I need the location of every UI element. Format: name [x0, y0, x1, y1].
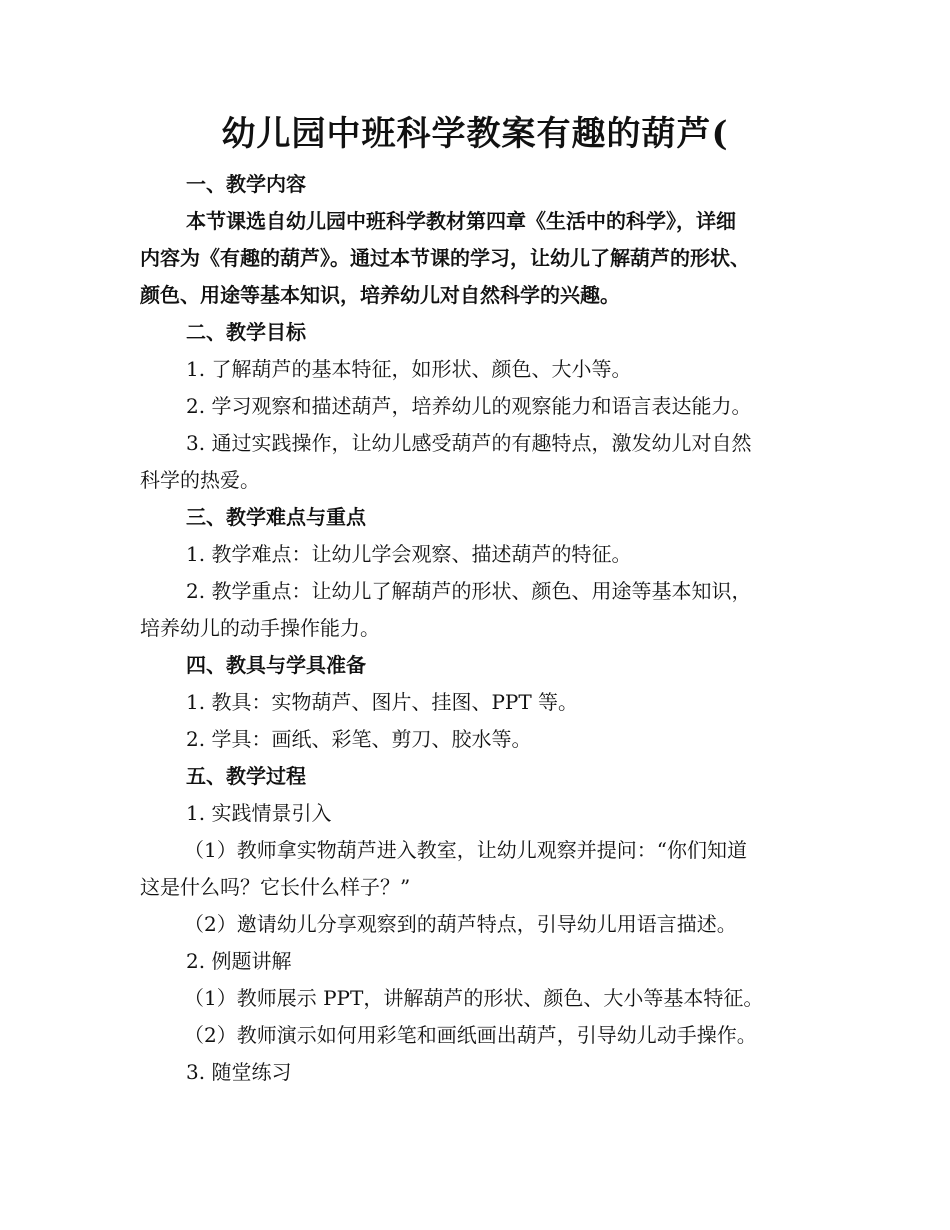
sub-list-item-continuation: 这是什么吗？它长什么样子？”: [140, 875, 411, 899]
document-body: [140, 166, 810, 1091]
list-item: 1. 了解葫芦的基本特征，如形状、颜色、大小等。: [186, 357, 632, 381]
sub-list-item: （2）邀请幼儿分享观察到的葫芦特点，引导幼儿用语言描述。: [184, 912, 737, 936]
list-item: 1. 教学难点：让幼儿学会观察、描述葫芦的特征。: [186, 542, 632, 566]
list-item: 1. 教具：实物葫芦、图片、挂图、PPT 等。: [186, 690, 579, 714]
list-item: 2. 例题讲解: [186, 949, 292, 973]
section-heading-goals: 二、教学目标: [186, 320, 306, 344]
sub-list-item: （2）教师演示如何用彩笔和画纸画出葫芦，引导幼儿动手操作。: [184, 1023, 757, 1047]
list-item: 2. 学具：画纸、彩笔、剪刀、胶水等。: [186, 727, 532, 751]
list-item: 3. 随堂练习: [186, 1060, 292, 1084]
section-heading-process: 五、教学过程: [186, 764, 306, 788]
paragraph-line: 内容为《有趣的葫芦》。通过本节课的学习，让幼儿了解葫芦的形状、: [140, 246, 750, 270]
section-heading-materials: 四、教具与学具准备: [186, 653, 366, 677]
list-item: 2. 学习观察和描述葫芦，培养幼儿的观察能力和语言表达能力。: [186, 394, 752, 418]
sub-list-item: （1）教师展示 PPT，讲解葫芦的形状、颜色、大小等基本特征。: [184, 986, 764, 1010]
section-heading-key-points: 三、教学难点与重点: [186, 505, 366, 529]
list-item: 3. 通过实践操作，让幼儿感受葫芦的有趣特点，激发幼儿对自然: [186, 431, 752, 455]
sub-list-item: （1）教师拿实物葫芦进入教室，让幼儿观察并提问：“你们知道: [184, 838, 747, 862]
list-item-continuation: 科学的热爱。: [140, 468, 260, 492]
list-item: 2. 教学重点：让幼儿了解葫芦的形状、颜色、用途等基本知识，: [186, 579, 752, 603]
document-title: 幼儿园中班科学教案有趣的葫芦(: [221, 114, 729, 154]
section-heading-content: 一、教学内容: [186, 172, 306, 196]
list-item-continuation: 培养幼儿的动手操作能力。: [140, 616, 380, 640]
paragraph-line: 本节课选自幼儿园中班科学教材第四章《生活中的科学》，详细: [186, 209, 736, 233]
paragraph-line: 颜色、用途等基本知识，培养幼儿对自然科学的兴趣。: [140, 283, 620, 307]
list-item: 1. 实践情景引入: [186, 801, 332, 825]
